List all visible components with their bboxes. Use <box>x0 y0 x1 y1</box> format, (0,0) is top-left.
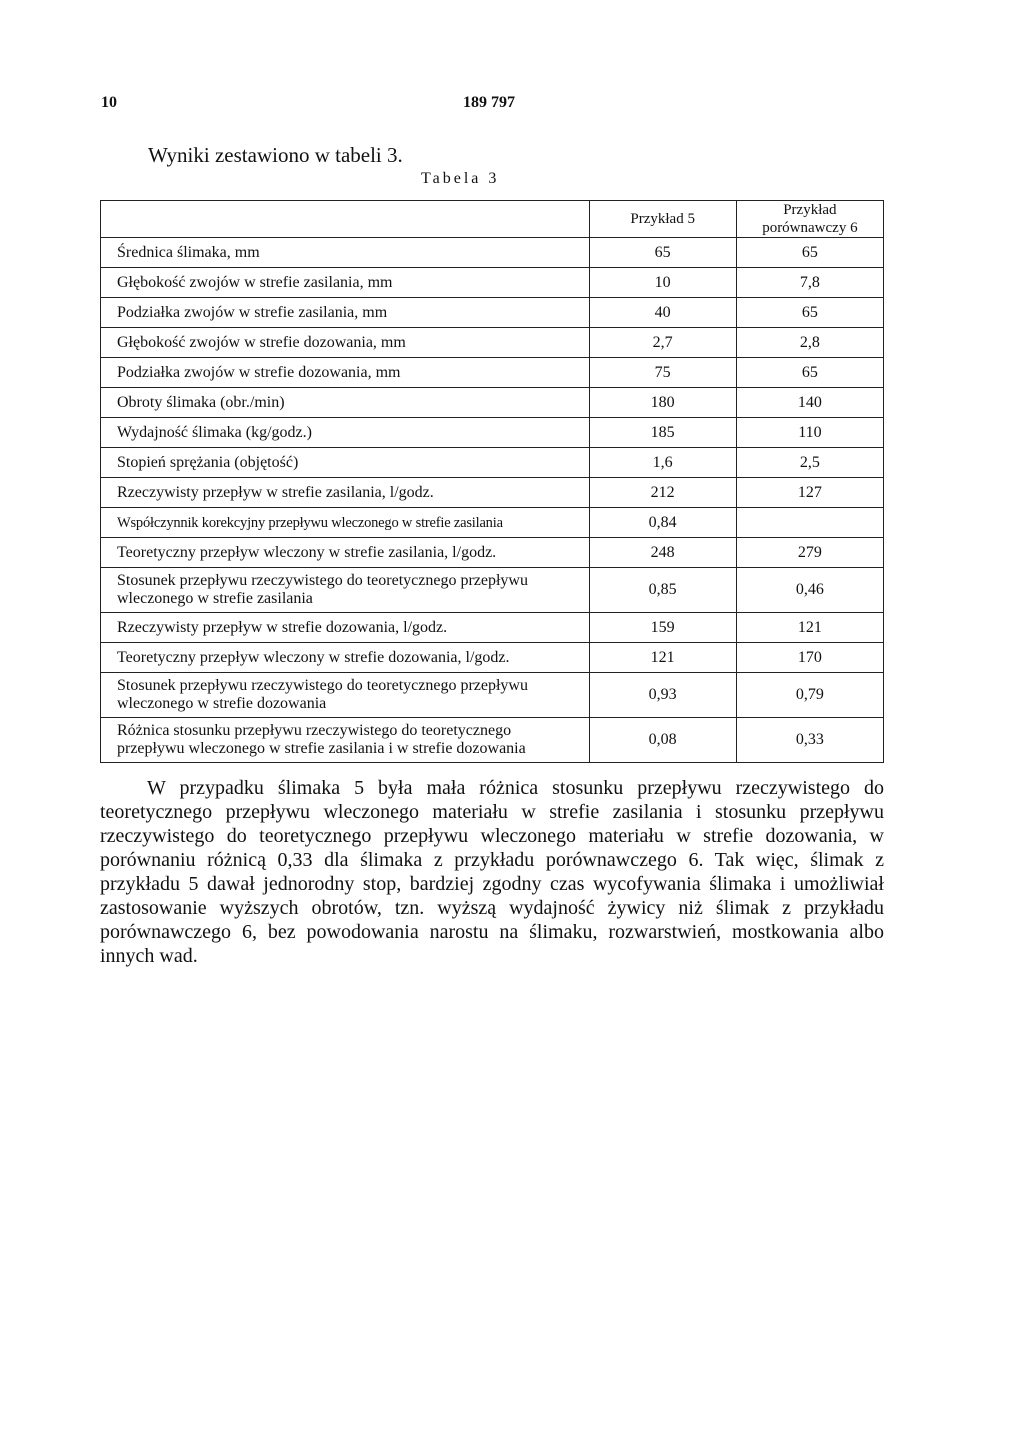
value-comparative-example-6: 140 <box>736 388 883 418</box>
value-example-5: 180 <box>589 388 736 418</box>
value-example-5: 212 <box>589 478 736 508</box>
value-example-5: 248 <box>589 538 736 568</box>
row-label: Średnica ślimaka, mm <box>101 238 590 268</box>
table-row <box>101 238 884 268</box>
value-comparative-example-6: 121 <box>736 613 883 643</box>
table-row <box>101 643 884 673</box>
value-example-5: 0,08 <box>589 718 736 763</box>
table-row <box>101 718 884 763</box>
value-comparative-example-6: 170 <box>736 643 883 673</box>
value-comparative-example-6: 0,79 <box>736 673 883 718</box>
value-example-5: 121 <box>589 643 736 673</box>
row-label: Rzeczywisty przepływ w strefie zasilania, l/godz. <box>101 478 590 508</box>
row-label: Wydajność ślimaka (kg/godz.) <box>101 418 590 448</box>
row-label: Teoretyczny przepływ wleczony w strefie zasilania, l/godz. <box>101 538 590 568</box>
intro-text: Wyniki zestawiono w tabeli 3. <box>148 143 403 167</box>
value-comparative-example-6: 2,8 <box>736 328 883 358</box>
row-label: Teoretyczny przepływ wleczony w strefie dozowania, l/godz. <box>101 643 590 673</box>
table-row <box>101 478 884 508</box>
value-example-5: 0,85 <box>589 568 736 613</box>
table-row <box>101 268 884 298</box>
document-number: 189 797 <box>463 94 515 111</box>
value-comparative-example-6: 65 <box>736 358 883 388</box>
value-comparative-example-6: 0,46 <box>736 568 883 613</box>
value-comparative-example-6: 7,8 <box>736 268 883 298</box>
value-comparative-example-6: 0,33 <box>736 718 883 763</box>
table-row <box>101 448 884 478</box>
column-header-parameter <box>101 201 590 238</box>
table-header-row <box>101 201 884 238</box>
value-example-5: 185 <box>589 418 736 448</box>
value-comparative-example-6: 65 <box>736 298 883 328</box>
row-label: Głębokość zwojów w strefie zasilania, mm <box>101 268 590 298</box>
value-comparative-example-6 <box>736 508 883 538</box>
table-row <box>101 568 884 613</box>
value-example-5: 10 <box>589 268 736 298</box>
value-comparative-example-6: 279 <box>736 538 883 568</box>
row-label: Współczynnik korekcyjny przepływu wleczonego w strefie zasilania <box>101 508 590 538</box>
table-row <box>101 613 884 643</box>
row-label: Różnica stosunku przepływu rzeczywistego do teoretycznego przepływu wleczonego w strefie zasilania i w strefie dozowania <box>101 718 590 763</box>
row-label: Stosunek przepływu rzeczywistego do teoretycznego przepływu wleczonego w strefie zasilania <box>101 568 590 613</box>
table-row <box>101 358 884 388</box>
table-row <box>101 418 884 448</box>
row-label: Rzeczywisty przepływ w strefie dozowania, l/godz. <box>101 613 590 643</box>
value-example-5: 1,6 <box>589 448 736 478</box>
table-row <box>101 298 884 328</box>
row-label: Obroty ślimaka (obr./min) <box>101 388 590 418</box>
value-example-5: 0,84 <box>589 508 736 538</box>
table-row <box>101 388 884 418</box>
table-caption: Tabela 3 <box>421 170 500 187</box>
page-number: 10 <box>101 94 117 111</box>
table-row <box>101 508 884 538</box>
row-label: Stosunek przepływu rzeczywistego do teoretycznego przepływu wleczonego w strefie dozowania <box>101 673 590 718</box>
conclusion-paragraph: W przypadku ślimaka 5 była mała różnica stosunku przepływu rzeczywistego do teoretycznego przepływu wleczonego materiału w strefie zasilania i stosunku przepływu rzeczywistego do teoretycznego przepływu wleczonego materiału w strefie dozowania, w porównaniu różnicą 0,33 dla ślimaka z przykładu porównawczego 6. Tak więc, ślimak z przykładu 5 dawał jednorodny stop, bardziej zgodny czas wycofywania ślimaka i umożliwiał zastosowanie wyższych obrotów, tzn. wyższą wydajność żywicy niż ślimak z przykładu porównawczego 6, bez powodowania narostu na ślimaku, rozwarstwień, mostkowania albo innych wad. <box>100 777 884 967</box>
table-row <box>101 328 884 358</box>
value-example-5: 2,7 <box>589 328 736 358</box>
value-example-5: 0,93 <box>589 673 736 718</box>
column-header-comparative-example-6: Przykład porównawczy 6 <box>736 201 883 238</box>
value-example-5: 75 <box>589 358 736 388</box>
row-label: Głębokość zwojów w strefie dozowania, mm <box>101 328 590 358</box>
value-example-5: 40 <box>589 298 736 328</box>
row-label: Podziałka zwojów w strefie dozowania, mm <box>101 358 590 388</box>
value-comparative-example-6: 65 <box>736 238 883 268</box>
value-comparative-example-6: 2,5 <box>736 448 883 478</box>
row-label: Stopień sprężania (objętość) <box>101 448 590 478</box>
value-comparative-example-6: 127 <box>736 478 883 508</box>
value-example-5: 65 <box>589 238 736 268</box>
results-table <box>100 200 884 763</box>
table-row <box>101 673 884 718</box>
column-header-example-5: Przykład 5 <box>589 201 736 238</box>
table-row <box>101 538 884 568</box>
value-comparative-example-6: 110 <box>736 418 883 448</box>
row-label: Podziałka zwojów w strefie zasilania, mm <box>101 298 590 328</box>
value-example-5: 159 <box>589 613 736 643</box>
